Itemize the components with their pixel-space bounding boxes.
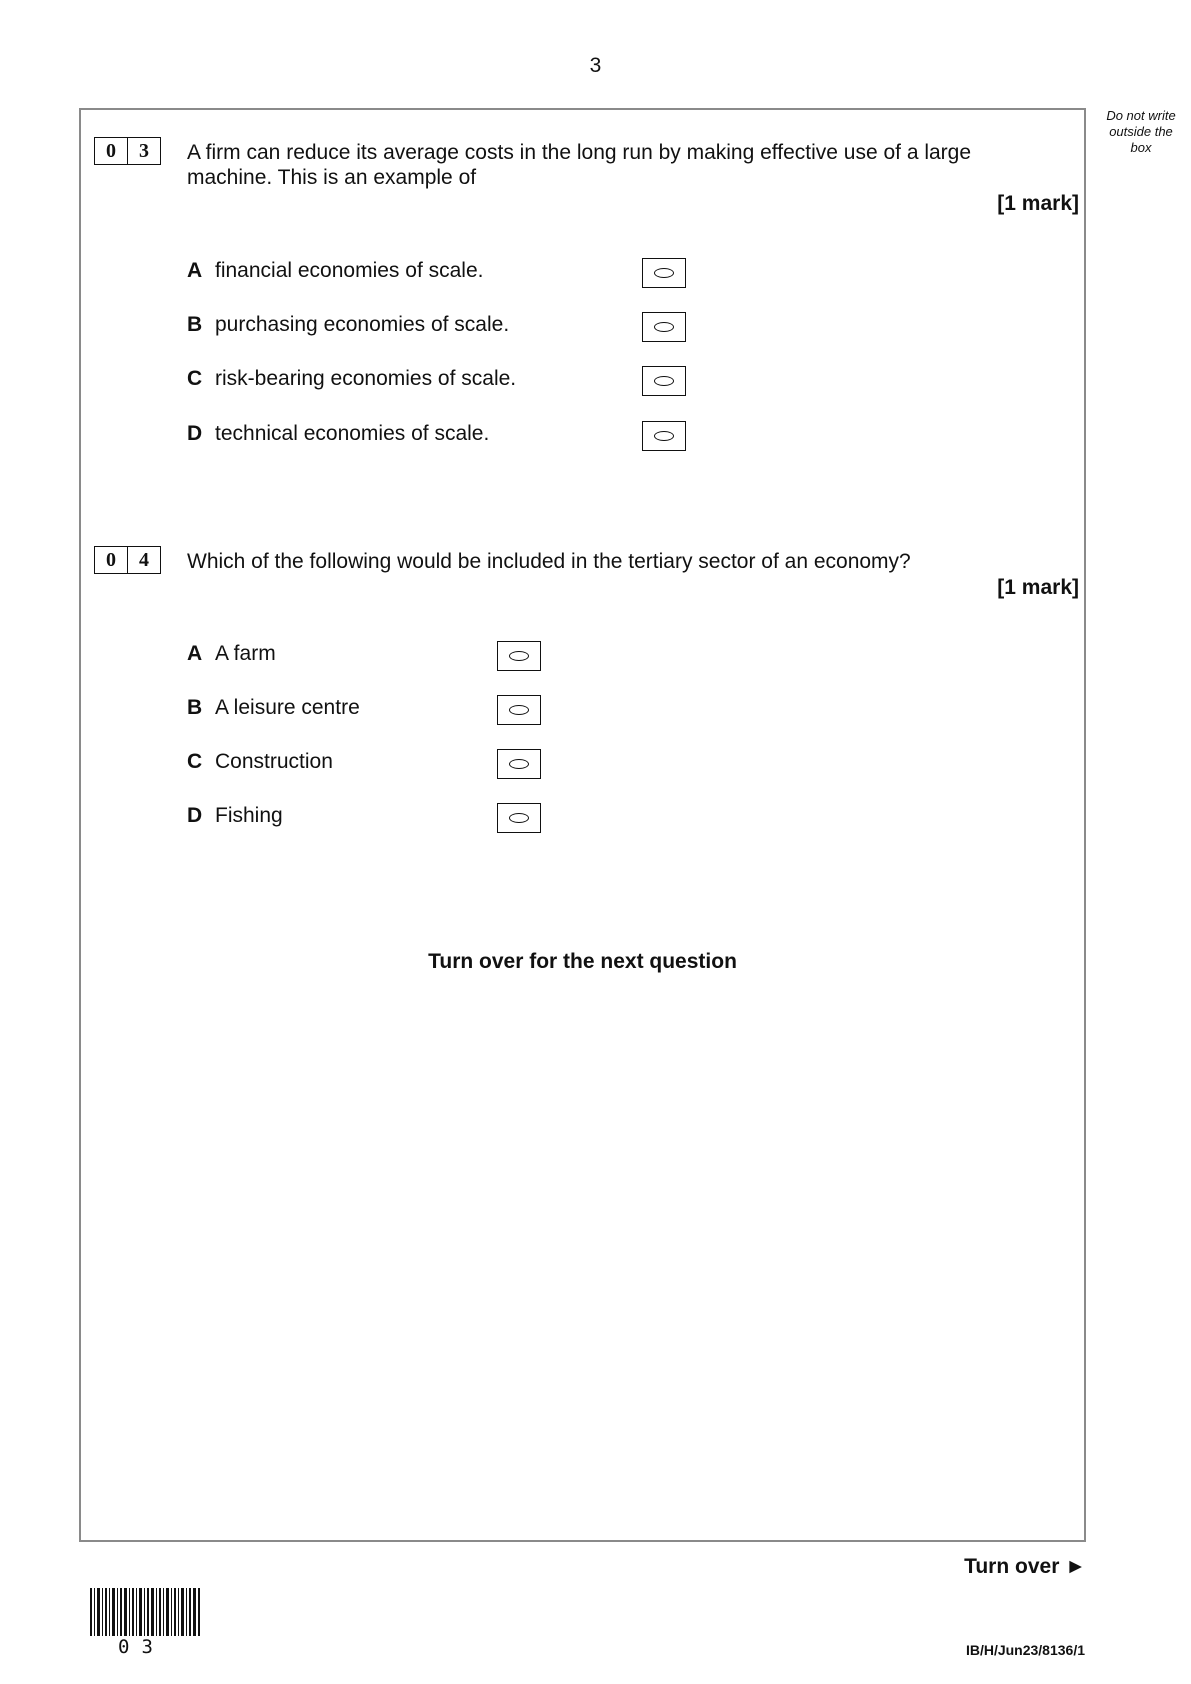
oval-icon xyxy=(654,431,674,441)
answer-bubble[interactable] xyxy=(497,641,541,671)
answer-option xyxy=(187,421,489,447)
option-letter: B xyxy=(187,696,203,719)
marks-label: [1 mark] xyxy=(997,576,1079,599)
question-number-digit: 4 xyxy=(127,547,160,573)
option-text: A leisure centre xyxy=(215,696,360,719)
question-number-box xyxy=(94,137,161,165)
option-text: financial economies of scale. xyxy=(215,259,484,282)
margin-note-line: outside the xyxy=(1109,124,1173,139)
answer-bubble[interactable] xyxy=(642,366,686,396)
answer-option xyxy=(187,312,509,338)
option-text: Construction xyxy=(215,750,333,773)
oval-icon xyxy=(654,376,674,386)
option-letter: D xyxy=(187,422,203,445)
margin-note-line: Do not write xyxy=(1106,108,1176,123)
oval-icon xyxy=(654,268,674,278)
oval-icon xyxy=(509,813,529,823)
oval-icon xyxy=(509,759,529,769)
answer-option xyxy=(187,749,333,775)
answer-option xyxy=(187,258,483,284)
option-text: risk-bearing economies of scale. xyxy=(215,367,517,390)
option-text: Fishing xyxy=(215,804,283,827)
answer-bubble[interactable] xyxy=(642,312,686,342)
question-number-box xyxy=(94,546,161,574)
answer-bubble[interactable] xyxy=(642,258,686,288)
question-number-digit: 0 xyxy=(106,549,116,571)
option-letter: C xyxy=(187,367,203,390)
oval-icon xyxy=(509,705,529,715)
turn-over-next-question: Turn over for the next question xyxy=(428,950,737,973)
option-letter: A xyxy=(187,259,203,282)
barcode-text: 03 xyxy=(118,1636,165,1658)
question-text: A firm can reduce its average costs in the long run by making effective use of a large machine. This is an example of xyxy=(187,141,972,189)
oval-icon xyxy=(654,322,674,332)
answer-bubble[interactable] xyxy=(497,695,541,725)
paper-reference: IB/H/Jun23/8136/1 xyxy=(965,1642,1085,1658)
barcode-icon xyxy=(90,1588,202,1636)
answer-bubble[interactable] xyxy=(497,803,541,833)
option-text: purchasing economies of scale. xyxy=(215,313,510,336)
oval-icon xyxy=(509,651,529,661)
question-number-digit: 3 xyxy=(127,138,160,164)
option-letter: B xyxy=(187,313,203,336)
question-number-digit: 0 xyxy=(106,140,116,162)
page-number: 3 xyxy=(589,54,602,77)
answer-option xyxy=(187,366,516,392)
answer-bubble[interactable] xyxy=(642,421,686,451)
margin-note-line: box xyxy=(1130,140,1152,155)
margin-note xyxy=(1096,108,1186,156)
turn-over-label: Turn over ► xyxy=(964,1555,1086,1578)
answer-option xyxy=(187,803,283,829)
marks-label: [1 mark] xyxy=(997,192,1079,215)
question-text: Which of the following would be included in the tertiary sector of an economy? xyxy=(187,550,911,573)
option-letter: A xyxy=(187,642,203,665)
option-letter: D xyxy=(187,804,203,827)
answer-bubble[interactable] xyxy=(497,749,541,779)
answer-option xyxy=(187,641,276,667)
option-text: technical economies of scale. xyxy=(215,422,490,445)
option-letter: C xyxy=(187,750,203,773)
answer-option xyxy=(187,695,360,721)
option-text: A farm xyxy=(215,642,276,665)
